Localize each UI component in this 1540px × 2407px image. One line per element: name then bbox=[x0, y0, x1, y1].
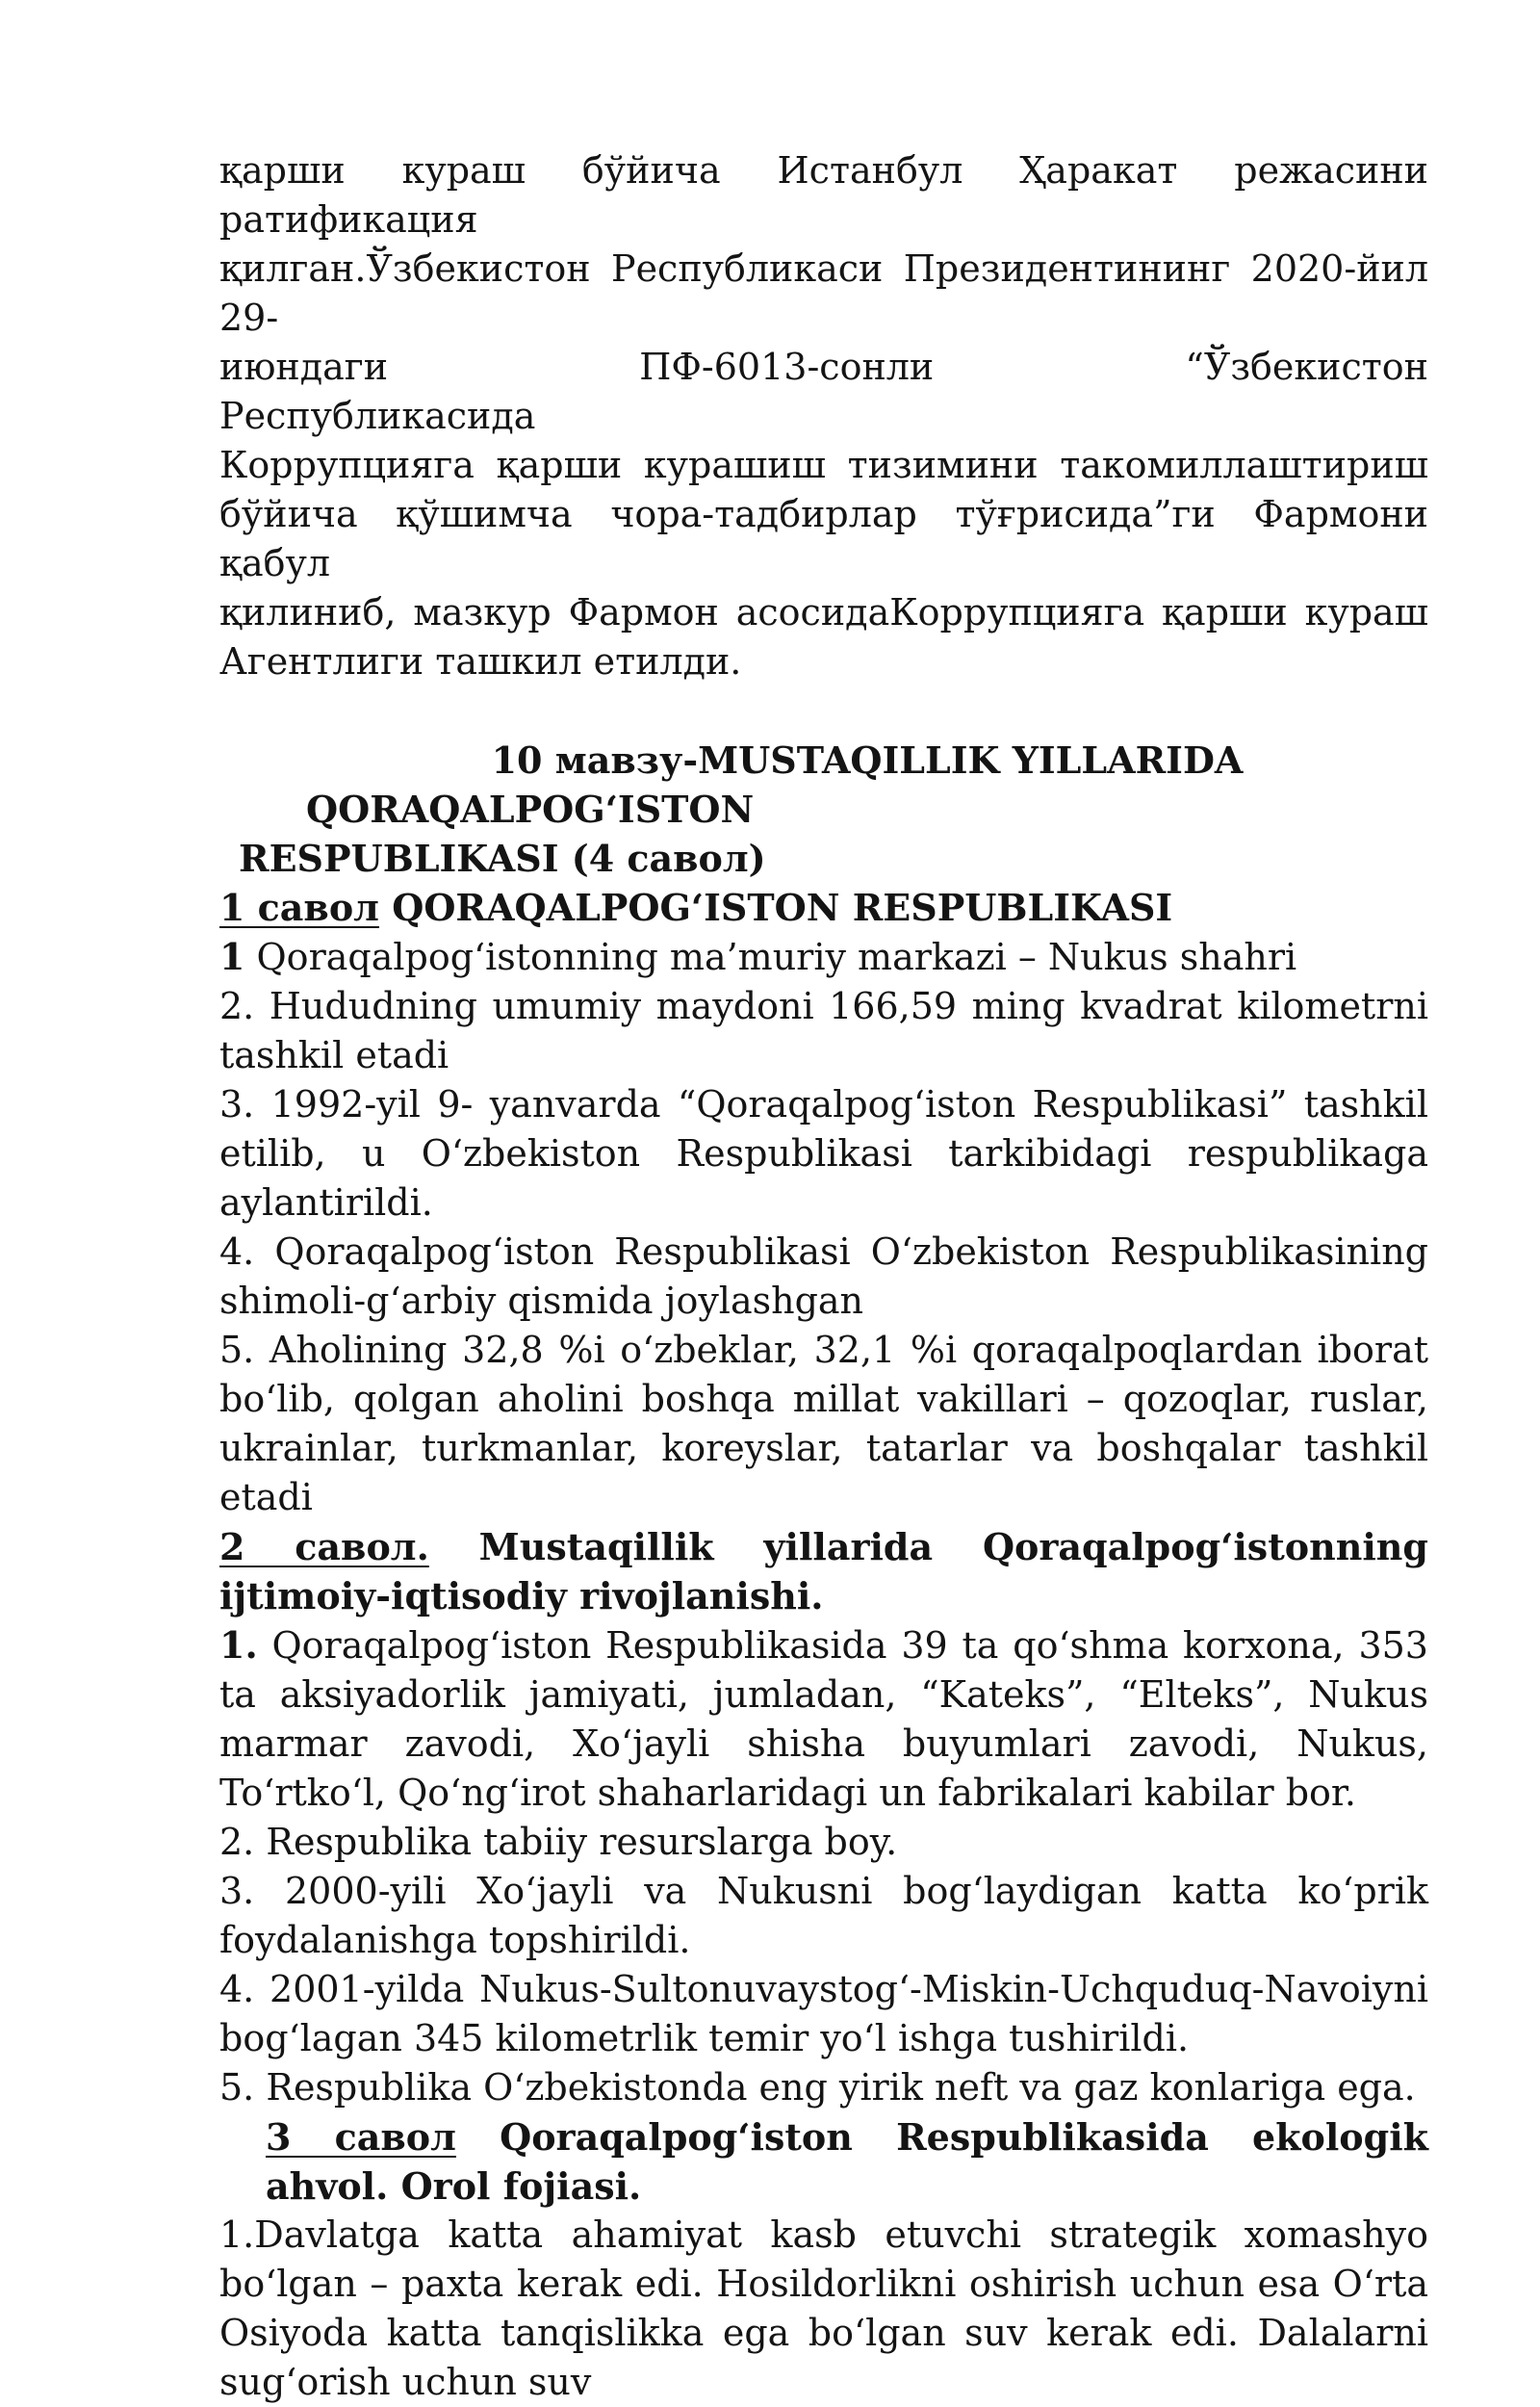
list-item: 4. Qoraqalpog‘iston Respublikasi O‘zbekiston Respublikasining shimoli-g‘arbiy qismida joylashgan bbox=[219, 1230, 1428, 1322]
question-1-label: 1 савол bbox=[219, 886, 379, 929]
question-2-section bbox=[219, 1522, 1428, 2112]
list-item: 4. 2001-yilda Nukus-Sultonuvaystog‘-Miskin-Uchquduq-Navoiyni bog‘lagan 345 kilometrlik temir yo‘l ishga tushirildi. bbox=[219, 1968, 1428, 2059]
intro-paragraph bbox=[219, 146, 1428, 686]
intro-line: қилиниб, мазкур Фармон асосидаКоррупцияга қарши кураш bbox=[219, 591, 1428, 634]
question-2-label: 2 савол. bbox=[219, 1525, 429, 1568]
list-item: 5. Aholining 32,8 %i o‘zbeklar, 32,1 %i qoraqalpoqlardan iborat bo‘lib, qolgan aholini boshqa millat vakillari – qozoqlar, ruslar, ukrainlar, turkmanlar, koreyslar, tatarlar va boshqalar tashkil etadi bbox=[219, 1329, 1428, 1518]
list-item: 1.Davlatga katta ahamiyat kasb etuvchi strategik xomashyo bo‘lgan – paxta kerak edi. Hosildorlikni oshirish uchun esa O‘rta Osiyoda katta tanqislikka ega bo‘lgan suv kerak edi. Dalalarni sug‘orish uchun suv bbox=[219, 2213, 1428, 2403]
list-item: 3. 2000-yili Xo‘jayli va Nukusni bog‘laydigan katta ko‘prik foydalanishga topshirildi. bbox=[219, 1870, 1428, 1961]
topic-title-line2: RESPUBLIKASI (4 савол) bbox=[239, 837, 766, 880]
list-item: 3. 1992-yil 9- yanvarda “Qoraqalpog‘iston Respublikasi” tashkil etilib, u O‘zbekiston Respublikasi tarkibidagi respublikaga aylantirildi. bbox=[219, 1083, 1428, 1224]
list-item: 2. Hududning umumiy maydoni 166,59 ming kvadrat kilometrni tashkil etadi bbox=[219, 985, 1428, 1076]
list-item bbox=[219, 932, 1428, 982]
question-3-heading bbox=[219, 2112, 1428, 2211]
question-1-heading bbox=[219, 883, 1428, 932]
item-text: Qoraqalpog‘iston Respublikasida 39 ta qo‘shma korxona, 353 ta aksiyadorlik jamiyati, jumladan, “Kateks”, “Elteks”, Nukus marmar zavodi, Xo‘jayli shisha buyumlari zavodi, Nukus, To‘rtko‘l, Qo‘ng‘irot shaharlaridagi un fabrikalari kabilar bor. bbox=[219, 1624, 1428, 1814]
question-2-heading bbox=[219, 1522, 1428, 1620]
intro-line: Агентлиги ташкил етилди. bbox=[219, 640, 742, 683]
question-1-section bbox=[219, 883, 1428, 1522]
item-text: Qoraqalpog‘istonning ma’muriy markazi – Nukus shahri bbox=[244, 936, 1297, 978]
intro-line: бўйича қўшимча чора-тадбирлар тўғрисида”ги Фармони қабул bbox=[219, 493, 1428, 584]
intro-line: қилган.Ўзбекистон Республикаси Президентининг 2020-йил 29- bbox=[219, 247, 1428, 339]
question-1-title: QORAQALPOG‘ISTON RESPUBLIKASI bbox=[378, 886, 1173, 929]
intro-line: Коррупцияга қарши курашиш тизимини такомиллаштириш bbox=[219, 444, 1428, 486]
item-number: 1 bbox=[219, 935, 245, 978]
list-item bbox=[219, 1620, 1428, 1818]
intro-line: июндаги ПФ-6013-сонли “Ўзбекистон Республикасида bbox=[219, 346, 1428, 437]
question-3-title: Qoraqalpog‘iston Respublikasida ekologik ahvol. Orol fojiasi. bbox=[266, 2115, 1428, 2208]
topic-title-line1: 10 мавзу-MUSTAQILLIK YILLARIDA QORAQALPOG‘ISTON bbox=[306, 738, 1244, 831]
question-3-label: 3 савол bbox=[266, 2115, 456, 2159]
document-page bbox=[219, 146, 1428, 2403]
list-item: 5. Respublika O‘zbekistonda eng yirik neft va gaz konlariga ega. bbox=[219, 2066, 1416, 2109]
item-number: 1. bbox=[219, 1623, 258, 1667]
list-item: 2. Respublika tabiiy resurslarga boy. bbox=[219, 1821, 898, 1863]
question-2-title: Mustaqillik yillarida Qoraqalpog‘istonning ijtimoiy-iqtisodiy rivojlanishi. bbox=[219, 1525, 1428, 1618]
intro-line: қарши кураш бўйича Истанбул Ҳаракат режасини ратификация bbox=[219, 149, 1428, 241]
question-3-section bbox=[219, 2112, 1428, 2407]
